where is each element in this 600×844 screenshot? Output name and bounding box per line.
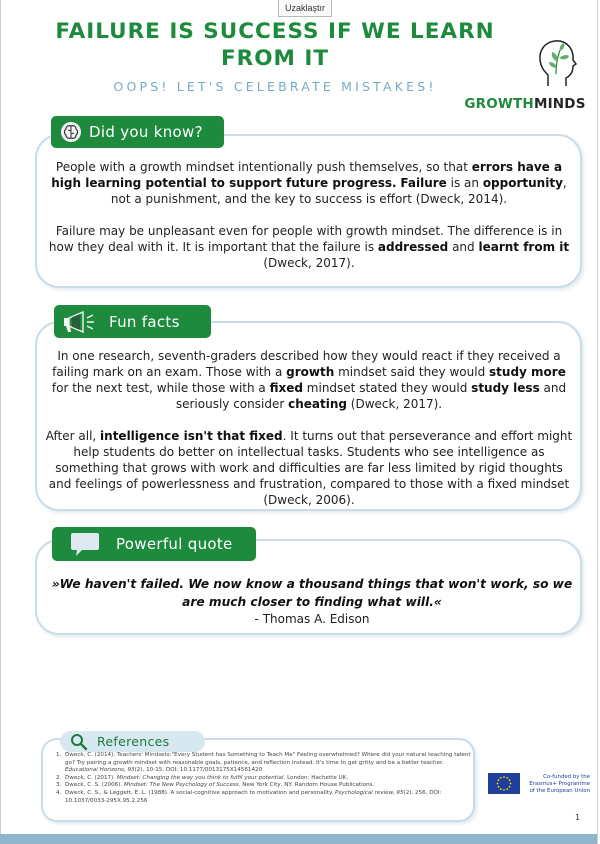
page-title: [20, 18, 530, 72]
eu-flag-icon: [488, 773, 520, 794]
text-run: and seriously consider: [175, 381, 567, 411]
text-run: is an: [446, 176, 483, 190]
footer-bar: [0, 834, 597, 844]
references-heading: References: [97, 734, 170, 749]
did-you-know-body: [43, 159, 575, 271]
references-list: [56, 752, 474, 805]
did-you-know-header: [51, 116, 224, 148]
text-run-bold: opportunity: [482, 176, 563, 190]
fun-facts-body: [43, 348, 575, 508]
references-header: [60, 731, 205, 752]
text-run: mindset said they would: [334, 365, 490, 379]
zoom-out-tooltip[interactable]: Uzaklaştır: [278, 0, 332, 17]
text-run-bold: addressed: [377, 240, 449, 254]
reference-number: 3.: [56, 782, 62, 789]
brand-part-minds: MINDS: [533, 96, 586, 112]
text-run-bold: study more: [489, 365, 566, 379]
page-title-line-2: FROM IT: [220, 46, 330, 71]
text-run-bold: learnt from it: [478, 240, 570, 254]
text-run: mindset stated they would: [302, 381, 472, 395]
text-run: for the next test, while those with a: [51, 381, 270, 395]
text-run: , not a punishment, and the key to success is effort (Dweck, 2014).: [110, 176, 567, 206]
text-run: In one research, seventh-graders described how they would react if they received a failing mark on an exam. Those with a: [52, 349, 561, 379]
brand-wordmark: [460, 96, 590, 112]
text-run-bold: study less: [471, 381, 540, 395]
reference-text: [65, 775, 348, 783]
did-you-know-paragraph-2: [43, 223, 575, 271]
text-run: Failure may be unpleasant even for people with growth mindset. The difference is in how they deal with it. It is important that the failure is: [48, 224, 563, 254]
text-run-bold: fixed: [269, 381, 303, 395]
fun-facts-heading: Fun facts: [109, 312, 180, 331]
reference-text: [65, 782, 374, 790]
text-run: Dweck, C. (2014). Teachers' Mindsets:"Every Student has Something to Teach Me" Feeling overwhelmed? Where did your natural teaching talent go? Try pairing a growth mindset with reasonable goals, patience, and reflection instead. It's time to get gritty and be a better teacher.: [65, 752, 471, 766]
quote-header: [52, 527, 256, 561]
text-run-italic: Mindset: Changing the way you think to fulfil your potential.: [116, 774, 286, 781]
page-border-left: [0, 0, 1, 844]
text-run-bold: cheating: [288, 397, 347, 411]
text-run: New York City, NY: Random House Publications.: [240, 782, 375, 789]
reference-item: [56, 790, 474, 805]
edison-quote: »We haven't failed. We now know a thousand things that won't work, so we are much closer to finding what will.«: [51, 577, 573, 609]
text-run: (Dweck, 2017).: [263, 256, 355, 270]
text-run-bold: errors have a high learning potential to support future progress.: [51, 160, 563, 190]
reference-text: [65, 790, 474, 805]
page-title-line-1: FAILURE IS SUCCESS IF WE LEARN: [55, 19, 495, 44]
fun-facts-paragraph-2: [43, 428, 575, 508]
reference-item: [56, 752, 474, 775]
page-border-right: [597, 0, 598, 844]
text-run: (2), 256. DOI: 10.1037/0033-295X.95.2.256: [65, 789, 442, 804]
text-run-italic: Psychological review, 95: [335, 789, 404, 796]
speech-bubble-icon: [70, 531, 100, 557]
text-run-italic: Educational Horizons, 93: [65, 767, 135, 774]
text-run-bold: intelligence isn't that fixed: [100, 429, 283, 443]
did-you-know-paragraph-1: [43, 159, 575, 207]
reference-text: [65, 752, 474, 775]
search-icon: [70, 733, 88, 751]
text-run: Dweck, C. S. (2006).: [65, 782, 124, 789]
text-run: Dweck, C. (2017).: [65, 774, 117, 781]
text-run-italic: Mindset: The New Psychology of Success.: [123, 782, 241, 789]
megaphone-icon: [63, 311, 97, 333]
reference-item: [56, 775, 474, 783]
text-run: and: [448, 240, 479, 254]
did-you-know-heading: Did you know?: [89, 123, 203, 141]
reference-number: 2.: [56, 774, 62, 781]
fun-facts-paragraph-1: [43, 348, 575, 412]
head-plant-logo-icon: [536, 38, 580, 88]
text-run: . It turns out that perseverance and effort might help students do better on intellectual tasks. Students who see intelligence as something that grows with work and difficulties are far less limited by rigid thoughts and feelings of powerlessness and frustration, compared to those with a fixed mindset (Dweck, 2006).: [48, 429, 573, 507]
brain-icon: [59, 120, 83, 144]
quote-heading: Powerful quote: [116, 535, 233, 553]
eu-funding-note: [524, 774, 590, 795]
reference-number: 1.: [56, 752, 62, 758]
text-run-bold: Failure: [400, 176, 447, 190]
text-run: Dweck, C. S., & Leggett, E. L. (1988). A social-cognitive approach to motivation and personality.: [65, 789, 336, 796]
text-run: People with a growth mindset intentionally push themselves, so that: [55, 160, 472, 174]
text-run: (2), 10-15. DOI: 10.1177/0013175X14561420: [134, 767, 263, 774]
text-run: After all,: [45, 429, 101, 443]
page-number: 1: [575, 813, 581, 822]
text-run: London: Hachette UK.: [285, 774, 349, 781]
eu-funding-line-1: Co-funded by the: [543, 774, 590, 780]
eu-funding-line-3: of the European Union: [529, 788, 590, 794]
reference-number: 4.: [56, 789, 62, 796]
text-run: (Dweck, 2017).: [346, 397, 443, 411]
reference-item: [56, 782, 474, 790]
page-subtitle: OOPS! LET'S CELEBRATE MISTAKES!: [113, 79, 437, 94]
eu-funding-line-2: Erasmus+ Programme: [529, 781, 590, 787]
quote-attribution: - Thomas A. Edison: [254, 612, 370, 626]
text-run-bold: growth: [286, 365, 335, 379]
brand-part-growth: GROWTH: [464, 96, 534, 112]
fun-facts-header: [54, 305, 211, 338]
